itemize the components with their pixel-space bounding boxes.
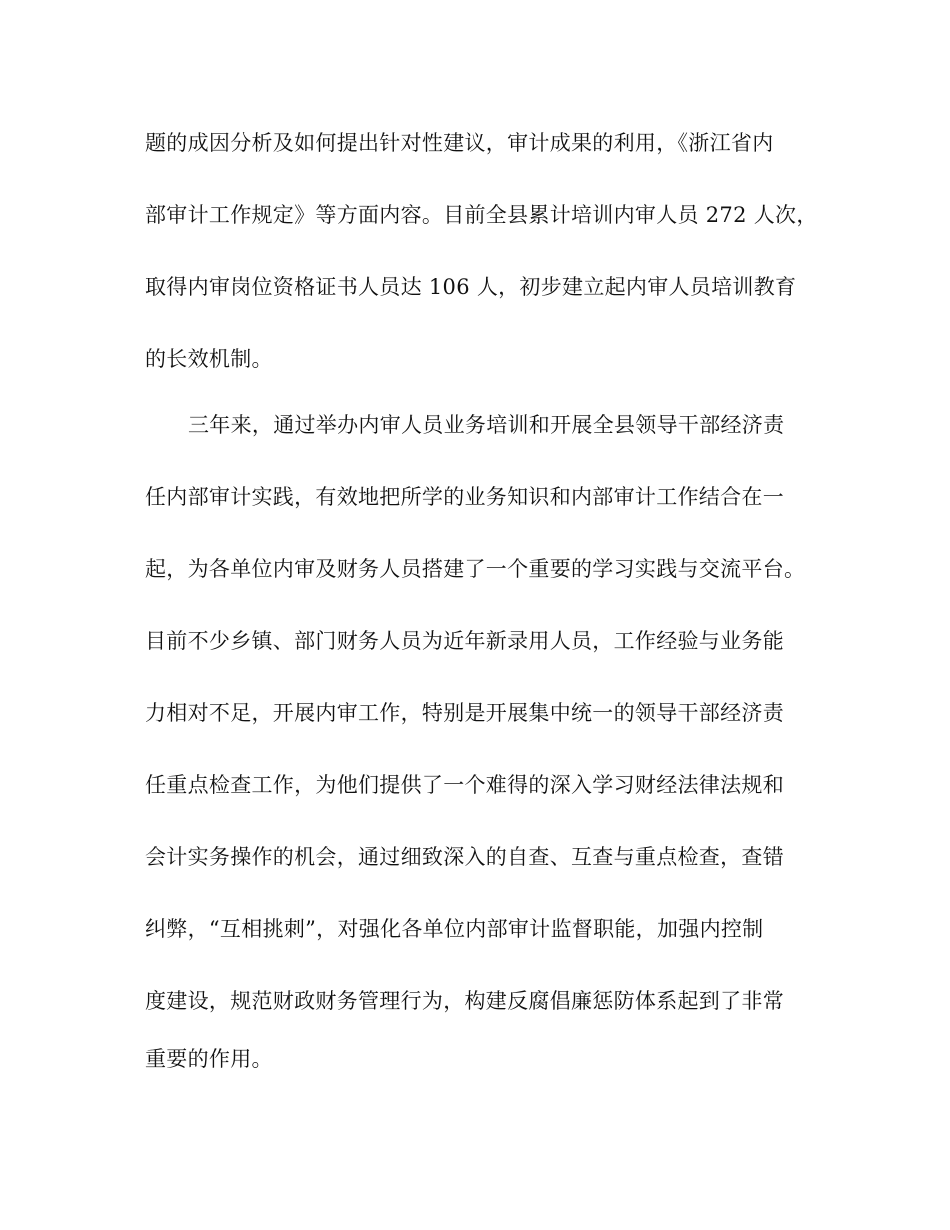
text-line: 力相对不足，开展内审工作，特别是开展集中统一的领导干部经济责 bbox=[145, 701, 784, 725]
text-line: 会计实务操作的机会，通过细致深入的自查、互查与重点检查，查错 bbox=[145, 845, 784, 869]
text-line: 度建设，规范财政财务管理行为，构建反腐倡廉惩防体系起到了非常 bbox=[145, 989, 784, 1013]
text-line: 部审计工作规定》等方面内容。目前全县累计培训内审人员 272 人次， bbox=[145, 203, 818, 227]
text-line: 任内部审计实践，有效地把所学的业务知识和内部审计工作结合在一 bbox=[145, 485, 784, 509]
text-line: 纠弊，“互相挑刺”，对强化各单位内部审计监督职能，加强内控制 bbox=[145, 917, 764, 941]
text-line: 起，为各单位内审及财务人员搭建了一个重要的学习实践与交流平台。 bbox=[145, 557, 806, 581]
text-line: 题的成因分析及如何提出针对性建议，审计成果的利用，《浙江省内 bbox=[145, 131, 774, 155]
text-line: 目前不少乡镇、部门财务人员为近年新录用人员，工作经验与业务能 bbox=[145, 629, 784, 653]
text-line: 重要的作用。 bbox=[145, 1047, 273, 1071]
text-line: 取得内审岗位资格证书人员达 106 人，初步建立起内审人员培训教育 bbox=[145, 275, 797, 299]
paragraph-first-line: 三年来，通过举办内审人员业务培训和开展全县领导干部经济责 bbox=[188, 413, 785, 437]
text-line: 任重点检查工作，为他们提供了一个难得的深入学习财经法律法规和 bbox=[145, 773, 784, 797]
text-line: 的长效机制。 bbox=[145, 347, 273, 371]
